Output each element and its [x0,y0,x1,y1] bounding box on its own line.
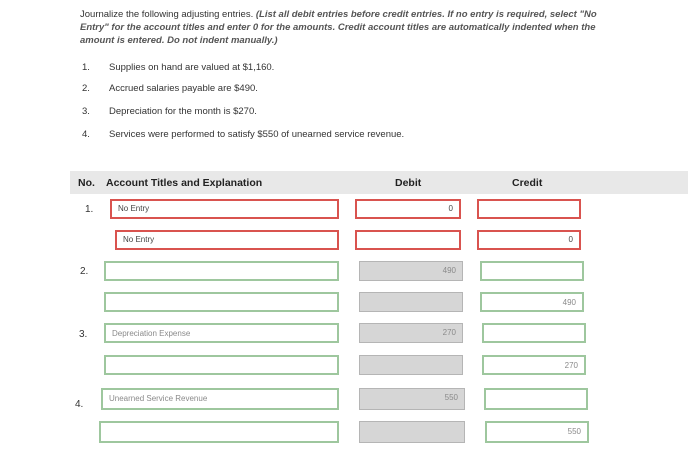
account-select[interactable]: No Entry [110,199,339,219]
header-account-titles: Account Titles and Explanation [106,177,263,189]
debit-amount-input[interactable] [359,355,463,375]
entry-number: 4. [75,399,84,410]
account-select[interactable] [104,355,339,375]
account-select[interactable]: No Entry [115,230,339,250]
list-item-number: 1. [82,62,90,73]
header-no: No. [78,177,95,189]
list-item-number: 3. [82,106,90,117]
credit-amount-input[interactable] [480,261,584,281]
debit-amount-input[interactable] [355,230,461,250]
entry-number: 2. [80,266,89,277]
debit-amount-input[interactable]: 490 [359,261,463,281]
header-credit: Credit [512,177,543,189]
list-item-text: Supplies on hand are valued at $1,160. [109,62,275,73]
credit-amount-input[interactable] [484,388,588,410]
credit-amount-input[interactable] [482,323,586,343]
entry-number: 1. [85,204,94,215]
credit-amount-input[interactable]: 270 [482,355,586,375]
list-item-number: 4. [82,129,90,140]
credit-amount-input[interactable] [477,199,581,219]
instructions [80,8,620,47]
debit-amount-input[interactable]: 550 [359,388,465,410]
instructions-lead: Journalize the following adjusting entries. [80,9,256,20]
header-debit: Debit [395,177,422,189]
debit-amount-input[interactable]: 270 [359,323,463,343]
journal-table-header [70,171,688,194]
debit-amount-input[interactable] [359,292,463,312]
list-item-text: Services were performed to satisfy $550 of unearned service revenue. [109,129,405,140]
credit-amount-input[interactable]: 0 [477,230,581,250]
list-item-number: 2. [82,83,90,94]
account-select[interactable] [104,261,339,281]
credit-amount-input[interactable]: 550 [485,421,589,443]
debit-amount-input[interactable]: 0 [355,199,461,219]
debit-amount-input[interactable] [359,421,465,443]
account-select[interactable] [104,292,339,312]
account-select[interactable]: Unearned Service Revenue [101,388,339,410]
account-select[interactable] [99,421,339,443]
credit-amount-input[interactable]: 490 [480,292,584,312]
account-select[interactable]: Depreciation Expense [104,323,339,343]
instructions-emphasis: (List all debit entries before credit entries. If no entry is required, select "No Entry" for the account titles and enter 0 for the amounts. Credit account titles are automatically indented when the amount is entered. Do not indent manually.) [80,9,597,46]
entry-number: 3. [79,329,88,340]
list-item-text: Accrued salaries payable are $490. [109,83,258,94]
list-item-text: Depreciation for the month is $270. [109,106,257,117]
